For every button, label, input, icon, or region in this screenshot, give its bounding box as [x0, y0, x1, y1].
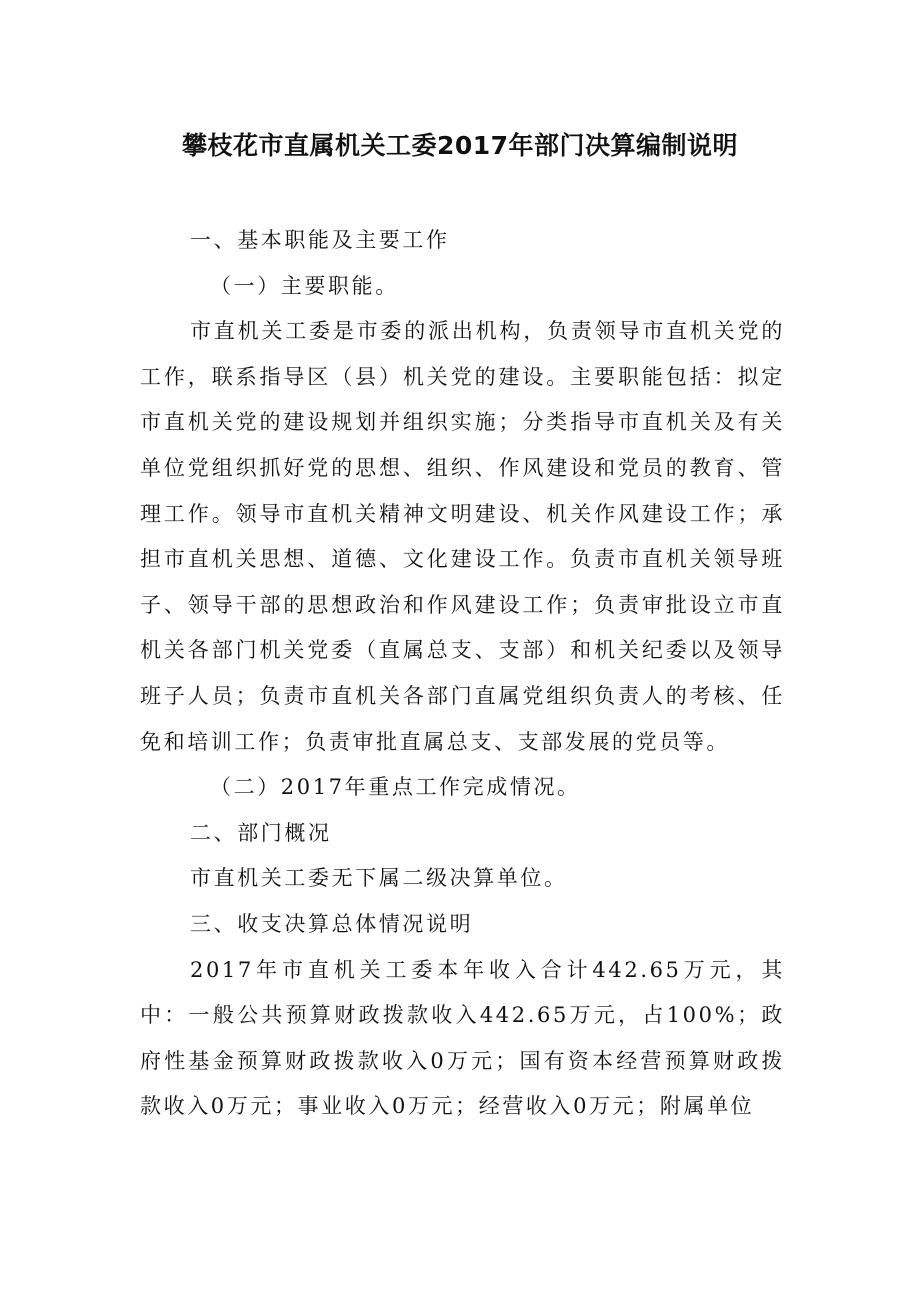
section-heading-revenue-expenditure: 三、收支决算总体情况说明 [190, 911, 474, 936]
paragraph-revenue-summary: 2017年市直机关工委本年收入合计442.65万元，其中：一般公共预算财政拨款收入442.65万元，占100%；政府性基金预算财政拨款收入0万元；国有资本经营预算财政拨款收入0万元；事业收入0万元；经营收入0万元；附属单位 [140, 957, 785, 1119]
subsection-heading-main-functions: （一）主要职能。 [210, 273, 399, 298]
paragraph-department-overview: 市直机关工委无下属二级决算单位。 [190, 866, 568, 891]
section-heading-department-overview: 二、部门概况 [190, 820, 332, 845]
paragraph-main-functions: 市直机关工委是市委的派出机构，负责领导市直机关党的工作，联系指导区（县）机关党的建设。主要职能包括：拟定市直机关党的建设规划并组织实施；分类指导市直机关及有关单位党组织抓好党的思想、组织、作风建设和党员的教育、管理工作。领导市直机关精神文明建设、机关作风建设工作；承担市直机关思想、道德、文化建设工作。负责市直机关领导班子、领导干部的思想政治和作风建设工作；负责审批设立市直机关各部门机关党委（直属总支、支部）和机关纪委以及领导班子人员；负责市直机关各部门直属党组织负责人的考核、任免和培训工作；负责审批直属总支、支部发展的党员等。 [140, 319, 785, 754]
document-title: 攀枝花市直属机关工委2017年部门决算编制说明 [181, 131, 739, 160]
subsection-heading-key-work: （二）2017年重点工作完成情况。 [210, 775, 581, 800]
section-heading-basic-functions: 一、基本职能及主要工作 [190, 228, 450, 252]
document-body [140, 218, 785, 1130]
